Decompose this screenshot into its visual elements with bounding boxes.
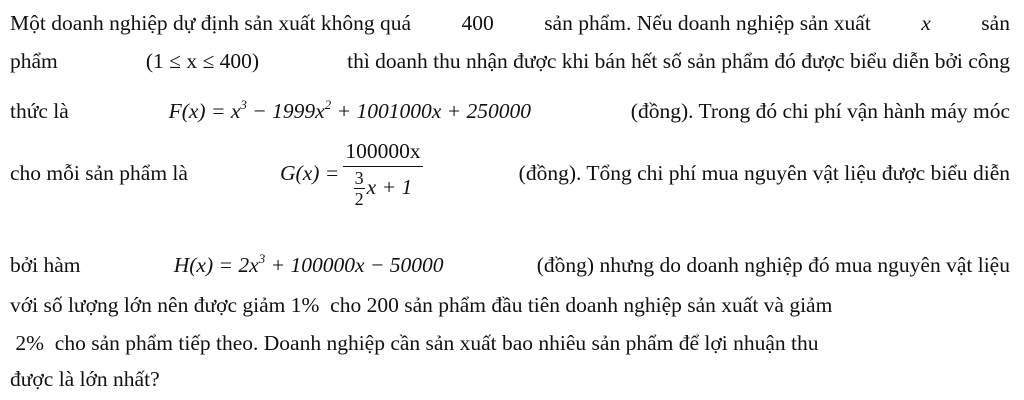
line-text: cho mỗi sản phẩm là: [10, 161, 188, 185]
fraction: [343, 138, 422, 209]
inner-fraction: [354, 169, 365, 209]
formula-part: H(x) = 2x: [173, 253, 259, 277]
formula-F: [169, 96, 531, 126]
constraint-formula: (1 ≤ x ≤ 400): [145, 49, 260, 73]
line-text: (đồng) nhưng do doanh nghiệp đó mua nguyên vật liệu: [536, 253, 1010, 277]
formula-part: + 100000x − 50000: [265, 253, 444, 277]
line-text: sản phẩm. Nếu doanh nghiệp sản xuất: [544, 11, 871, 35]
formula-part: + 1001000x + 250000: [331, 99, 532, 123]
problem-line-1: [10, 8, 1010, 38]
line-text: 2% cho sản phẩm tiếp theo. Doanh nghiệp cần sản xuất bao nhiêu sản phẩm để lợi nhuận thu: [10, 331, 819, 355]
problem-line-3: [10, 96, 1010, 126]
line-text: bởi hàm: [10, 253, 81, 277]
inner-denominator: 2: [354, 189, 364, 209]
problem-line-7: [10, 328, 1010, 358]
line-text: sản: [981, 11, 1010, 35]
line-text: với số lượng lớn nên được giảm 1% cho 200 sản phẩm đầu tiên doanh nghiệp sản xuất và giảm: [10, 293, 833, 317]
line-text: Một doanh nghiệp dự định sản xuất không quá: [10, 11, 411, 35]
exponent: 2: [324, 97, 332, 112]
variable-x: x: [921, 11, 931, 35]
problem-line-6: [10, 290, 1010, 320]
exponent: 3: [258, 251, 266, 266]
numerator: 100000x: [343, 138, 422, 167]
formula-part: F(x) = x: [168, 99, 241, 123]
denominator: [343, 167, 422, 209]
formula-part: G(x) =: [280, 161, 340, 185]
exponent: 3: [240, 97, 247, 112]
line-text: (đồng). Trong đó chi phí vận hành máy móc: [630, 99, 1010, 123]
formula-H: [174, 250, 444, 280]
denominator-rest: x + 1: [366, 174, 413, 199]
inner-numerator: 3: [354, 168, 364, 188]
line-text: được là lớn nhất?: [10, 367, 160, 391]
problem-line-4: [10, 138, 1010, 209]
line-text: (đồng). Tổng chi phí mua nguyên vật liệu được biểu diễn: [518, 161, 1010, 185]
line-text: phẩm: [10, 49, 58, 73]
problem-line-5: [10, 250, 1010, 280]
line-text: thức là: [10, 99, 69, 123]
formula-G: [280, 138, 427, 209]
formula-part: − 1999x: [246, 99, 325, 123]
problem-line-2: [10, 46, 1010, 76]
line-text: thì doanh thu nhận được khi bán hết số sản phẩm đó được biểu diễn bởi công: [347, 49, 1010, 73]
number-400: 400: [461, 11, 494, 35]
problem-line-8: [10, 364, 1010, 394]
